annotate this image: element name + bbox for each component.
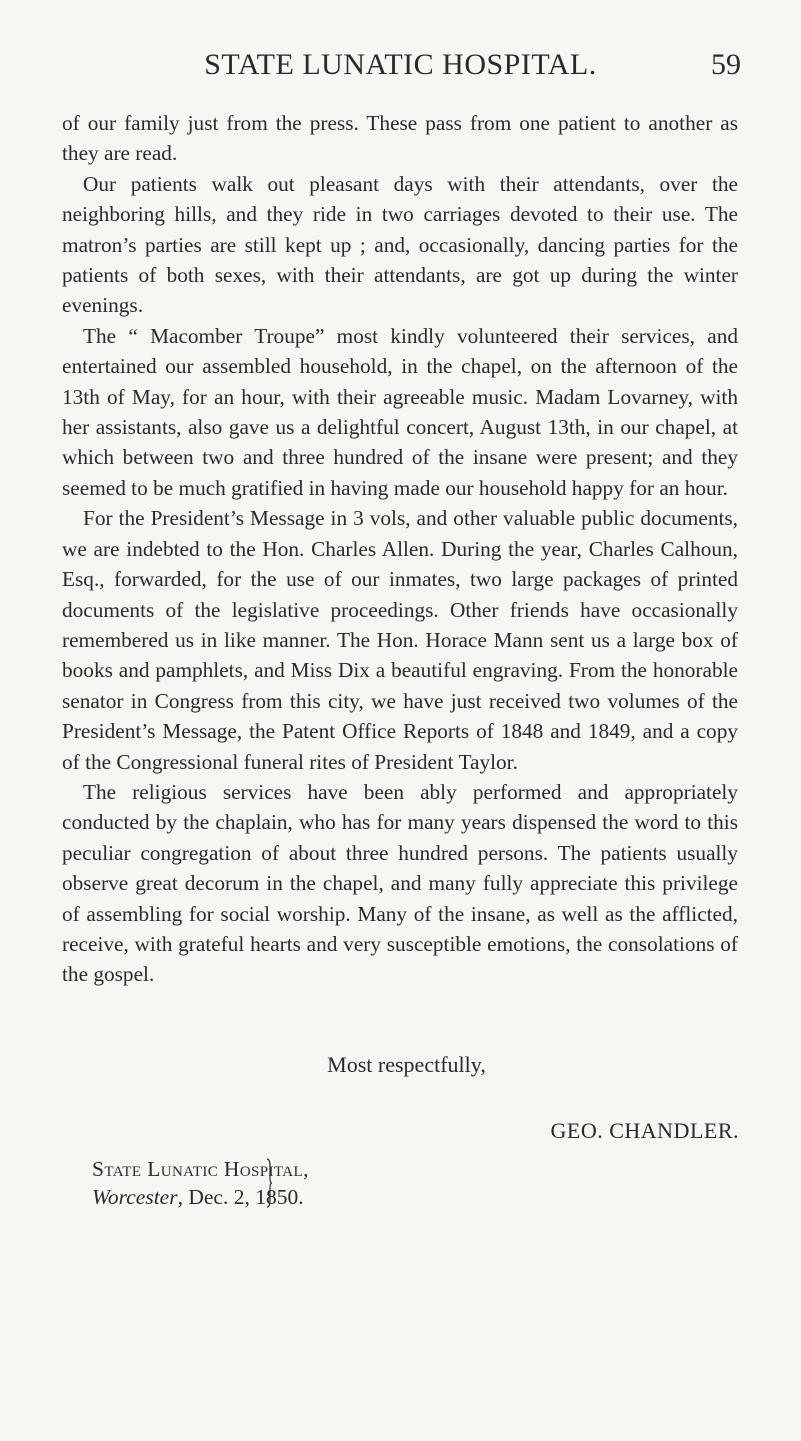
signature: GEO. CHANDLER. [550,1118,739,1143]
body-text [62,108,738,990]
dateline-place-date [92,1183,309,1211]
paragraph-documents: For the President’s Message in 3 vols, and other valuable public documents, we are indebted to the Hon. Charles Allen. During the year, Charles Calhoun, Esq., forwarded, for the use of our inmates, two large packages of printed documents of the legislative proceedings. Other friends have occasionally remembered us in like manner. The Hon. Horace Mann sent us a large box of books and pamphlets, and Miss Dix a beautiful engraving. From the honorable senator in Congress from this city, we have just received two volumes of the President’s Message, the Patent Office Reports of 1848 and 1849, and a copy of the Congressional funeral rites of President Taylor. [62,506,738,774]
running-title: STATE LUNATIC HOSPITAL. [204,48,597,81]
dateline-date: , Dec. 2, 1850. [177,1185,304,1209]
paragraph-walks: Our patients walk out pleasant days with their attendants, over the neighboring hills, and they ride in two carriages devoted to their use. The matron’s parties are still kept up ; and, occasionally, dancing parties for the patients of both sexes, with their attendants, are got up during the winter evenings. [62,171,738,318]
page-number: 59 [711,48,741,81]
paragraph-continuation: of our family just from the press. These pass from one patient to another as they are read. [62,111,738,166]
dateline-place: Worcester [92,1185,178,1209]
brace-icon [266,1158,272,1208]
running-head [0,48,801,88]
closing-salutation: Most respectfully, [327,1052,486,1077]
dateline [92,1155,309,1211]
paragraph-concerts: The “ Macomber Troupe” most kindly volunteered their services, and entertained our assembled household, in the chapel, on the afternoon of the 13th of May, for an hour, with their agreeable music. Madam Lovarney, with her assistants, also gave us a delightful concert, August 13th, in our chapel, at which between two and three hundred of the insane were present; and they seemed to be much gratified in having made our household happy for an hour. [62,323,738,500]
dateline-institution: State Lunatic Hospital, [92,1157,309,1181]
paragraph-religious-services: The religious services have been ably performed and appropriately conducted by the chaplain, who has for many years dispensed the word to this peculiar congregation of about three hundred persons. The patients usually observe great decorum in the chapel, and many fully appreciate this privilege of assembling for social worship. Many of the insane, as well as the afflicted, receive, with grateful hearts and very susceptible emotions, the consolations of the gospel. [62,779,738,987]
